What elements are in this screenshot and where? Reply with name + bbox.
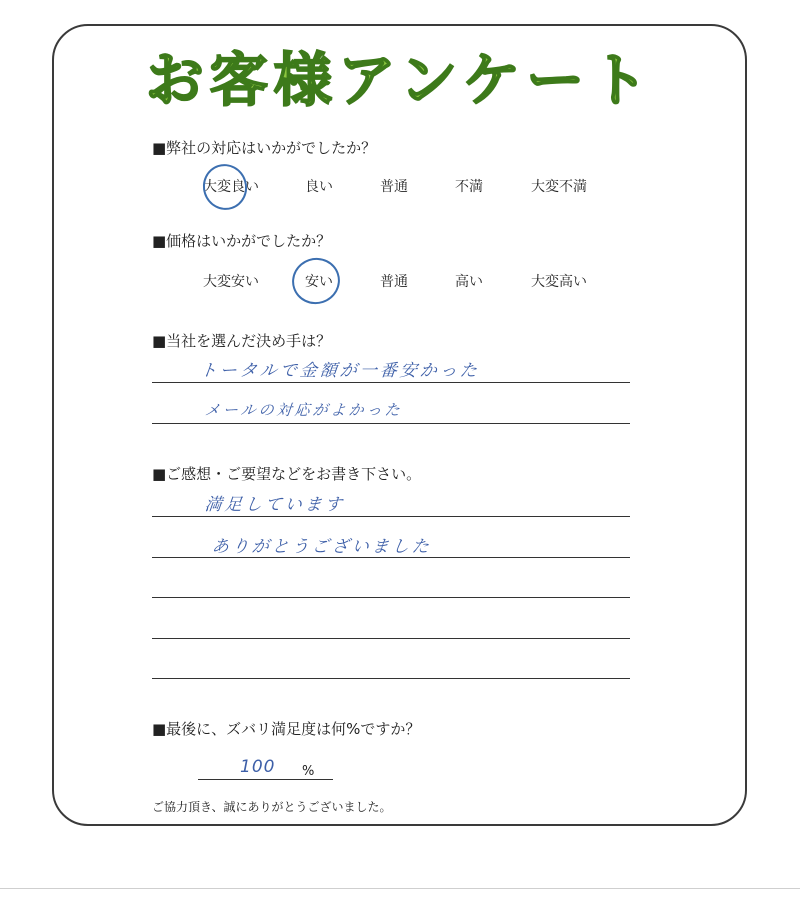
option-service-normal[interactable]: 普通 — [380, 179, 408, 195]
option-service-dissatisfied[interactable]: 不満 — [455, 179, 483, 195]
option-price-cheap[interactable]: 安い — [305, 274, 333, 290]
answer-line — [152, 638, 630, 639]
answer-line — [152, 557, 630, 558]
option-price-normal[interactable]: 普通 — [380, 274, 408, 290]
question-satisfaction: ■最後に、ズバリ満足度は何%ですか？ — [152, 720, 421, 738]
survey-title: お客様アンケート — [145, 46, 655, 114]
page-divider — [0, 888, 800, 889]
answer-line — [152, 423, 630, 424]
question-comments: ■ご感想・ご要望などをお書き下さい。 — [152, 465, 422, 483]
option-service-very-good[interactable]: 大変良い — [203, 179, 259, 195]
percent-sign: % — [302, 764, 315, 779]
option-price-very-expensive[interactable]: 大変高い — [531, 274, 587, 290]
satisfaction-line — [198, 779, 333, 780]
answer-line — [152, 597, 630, 598]
handwritten-answer: 満足しています — [203, 495, 346, 515]
handwritten-answer: トータルで金額が一番安かった — [198, 361, 481, 381]
satisfaction-value[interactable]: 100 — [240, 757, 276, 777]
option-service-very-dissatisfied[interactable]: 大変不満 — [531, 179, 587, 195]
answer-line — [152, 516, 630, 517]
thank-you-note: ご協力頂き、誠にありがとうございました。 — [152, 800, 392, 814]
question-deciding-factor: ■当社を選んだ決め手は？ — [152, 332, 332, 350]
option-service-good[interactable]: 良い — [305, 179, 333, 195]
question-price: ■価格はいかがでしたか？ — [152, 232, 332, 250]
handwritten-answer: ありがとうございました — [210, 537, 433, 557]
answer-line — [152, 382, 630, 383]
option-price-very-cheap[interactable]: 大変安い — [203, 274, 259, 290]
answer-line — [152, 678, 630, 679]
option-price-expensive[interactable]: 高い — [455, 274, 483, 290]
question-service: ■弊社の対応はいかがでしたか？ — [152, 139, 377, 157]
handwritten-answer: メールの対応がよかった — [204, 401, 404, 419]
